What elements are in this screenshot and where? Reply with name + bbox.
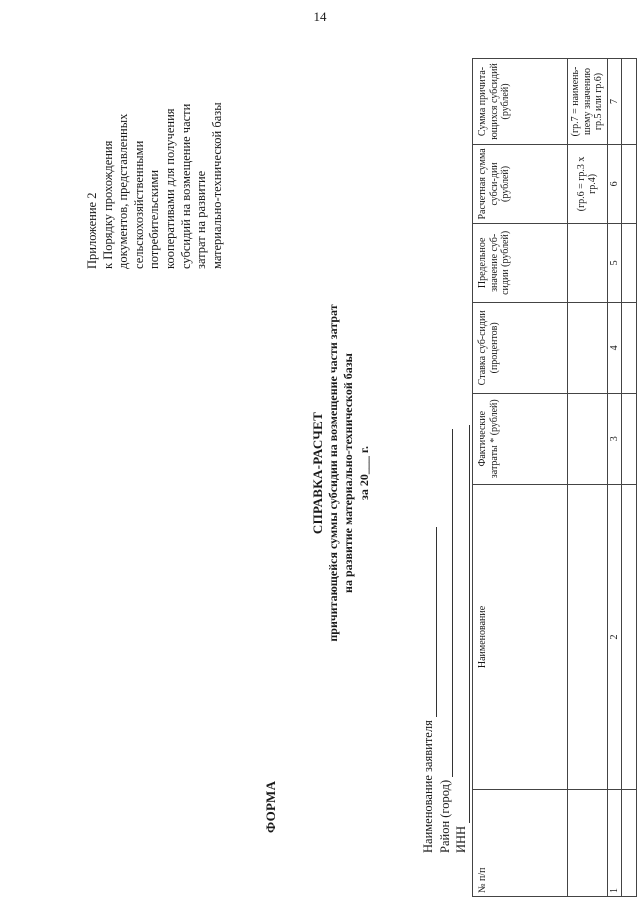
document-period: за 20___ г.	[357, 446, 371, 500]
table-header-cell: Предельное значение суб-сидии (рублей)	[473, 223, 568, 302]
inn-field[interactable]	[453, 425, 470, 853]
district-field[interactable]	[437, 425, 454, 853]
table-cell[interactable]	[622, 393, 637, 484]
table-cell[interactable]	[622, 144, 637, 223]
column-number: 3	[607, 393, 622, 484]
appendix-line: потребительскими	[147, 169, 162, 269]
table-header-cell: Ставка суб-сидии (процентов)	[473, 302, 568, 393]
forma-label: ФОРМА	[263, 780, 278, 833]
column-number: 6	[607, 144, 622, 223]
column-number: 4	[607, 302, 622, 393]
field-blank-line[interactable]	[457, 425, 470, 823]
appendix-line: субсидий на возмещение части	[178, 103, 193, 269]
column-number: 2	[607, 484, 622, 790]
document-title: СПРАВКА-РАСЧЕТ	[310, 411, 325, 535]
formula-cell: (гр.7 = наимень-шему значению гр.5 или гр.6)	[568, 59, 608, 145]
appendix-note	[85, 59, 225, 269]
table-header-cell	[473, 144, 568, 223]
document-subtitle: на развитие материально-технической базы	[340, 353, 355, 593]
appendix-line: затрат на развитие	[194, 170, 209, 269]
document-title-block	[310, 193, 372, 753]
table-cell[interactable]	[622, 59, 637, 145]
table-row[interactable]	[622, 59, 637, 897]
table-header-text: Сумма причита-ющихся субсидий (рублей)	[477, 63, 511, 140]
subsidy-table	[472, 58, 637, 897]
table-cell[interactable]	[622, 484, 637, 790]
table-cell[interactable]	[622, 790, 637, 897]
column-number: 1	[607, 790, 622, 897]
column-number: 5	[607, 223, 622, 302]
field-blank-line[interactable]	[424, 527, 437, 717]
field-blank-line[interactable]	[440, 429, 453, 777]
applicant-name-field[interactable]	[420, 425, 437, 853]
field-label: ИНН	[454, 825, 468, 853]
appendix-line: к Порядку прохождения	[100, 140, 115, 269]
table-header-cell: № п/п	[473, 790, 568, 897]
column-number-row	[607, 59, 622, 897]
rotated-document	[0, 43, 628, 903]
column-number: 7	[607, 59, 622, 145]
appendix-line: Приложение 2	[85, 192, 99, 269]
formula-cell: (гр.6 = гр.3 х гр.4)	[568, 144, 608, 223]
table-header-row	[473, 59, 568, 897]
appendix-line: документов, представленных	[116, 113, 131, 269]
appendix-line: материально-технической базы	[209, 102, 224, 269]
table-header-cell: Наименование	[473, 484, 568, 790]
field-label: Наименование заявителя	[421, 720, 435, 853]
table-header-cell	[473, 59, 568, 145]
appendix-line: кооперативами для получения	[162, 108, 177, 269]
table-formula-row	[568, 59, 608, 897]
page-number: 14	[313, 9, 327, 24]
table-header-cell: Фактические затраты * (рублей)	[473, 393, 568, 484]
appendix-line: сельскохозяйственными	[131, 140, 146, 269]
applicant-fields	[420, 425, 470, 853]
table-cell[interactable]	[622, 223, 637, 302]
table-cell[interactable]	[622, 302, 637, 393]
field-label: Район (город)	[437, 779, 452, 853]
document-subtitle: причитающейся суммы субсидии на возмещение части затрат	[326, 304, 340, 642]
table-header-text: Расчетная сумма субси-дии (рублей)	[477, 148, 511, 220]
